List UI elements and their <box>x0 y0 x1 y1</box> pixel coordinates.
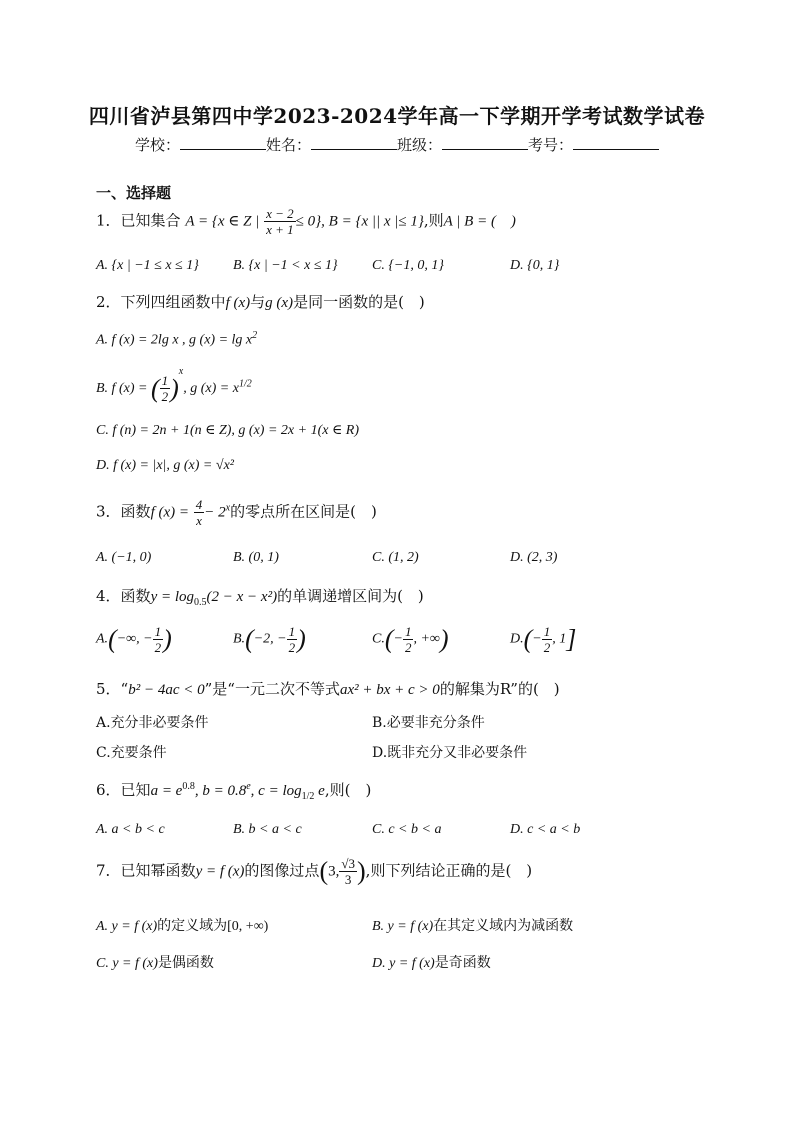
option-text: 是偶函数 <box>157 955 214 971</box>
denominator: x <box>196 513 202 528</box>
q4-option-c <box>372 624 449 655</box>
question-number: 5． <box>96 680 121 698</box>
math-expr: C. y = f (x) <box>96 956 158 971</box>
question-2 <box>96 291 425 312</box>
paren-close: ) <box>170 373 179 403</box>
math-expr: ax² + bx + c > 0 <box>339 682 440 698</box>
question-text: ,则( ) <box>324 781 372 799</box>
question-3 <box>96 497 377 528</box>
option-text: 是奇函数 <box>434 955 491 971</box>
paren-close: ) <box>357 856 366 886</box>
paren-open: ( <box>150 373 160 403</box>
fraction <box>264 206 296 237</box>
math-expr: A | B = ( ) <box>443 213 516 230</box>
option-text: −∞, − <box>116 631 153 647</box>
numerator: 4 <box>195 497 203 512</box>
subscript: 0.5 <box>194 597 207 608</box>
math-expr: f (x) <box>225 295 251 311</box>
superscript: e <box>246 781 251 792</box>
question-text: 函数 <box>120 502 151 521</box>
option-label: A. <box>96 631 109 647</box>
option-text: − <box>532 631 542 647</box>
question-text: ,则下列结论正确的是( ) <box>365 861 533 880</box>
q2-option-c: C. f (n) = 2n + 1(n ∈ Z), g (x) = 2x + 1(x ∈ R) <box>96 423 360 438</box>
fraction <box>339 856 357 887</box>
question-number: 7． <box>96 861 121 880</box>
question-7 <box>96 856 532 887</box>
denominator: x + 1 <box>266 222 294 237</box>
numerator: 1 <box>154 624 162 639</box>
question-text: 是同一函数的是( ) <box>293 293 425 311</box>
name-blank[interactable] <box>311 136 397 150</box>
option-text: , 1 <box>552 631 567 647</box>
option-text: 在其定义域内为减函数 <box>433 918 574 934</box>
q3-option-d: D. (2, 3) <box>510 550 558 565</box>
question-number: 2． <box>96 293 121 311</box>
question-number: 1． <box>96 211 121 230</box>
superscript: 2 <box>252 330 258 341</box>
class-label: 班级： <box>397 136 443 154</box>
question-5 <box>96 678 560 699</box>
question-4 <box>96 585 424 608</box>
q5-option-b: B.必要非充分条件 <box>372 715 485 731</box>
paren-close: ] <box>566 624 577 654</box>
superscript: 0.8 <box>182 781 195 792</box>
math-expr: ≤ 0} <box>295 213 322 230</box>
question-text: ,则 <box>423 211 444 230</box>
q2-option-d: D. f (x) = |x|, g (x) = √x² <box>96 458 234 473</box>
math-expr: − 2 <box>204 504 226 521</box>
fraction <box>403 624 414 655</box>
question-text: 已知 <box>120 781 151 799</box>
superscript: x <box>225 502 231 514</box>
paren-close: ) <box>439 624 449 654</box>
denominator: 2 <box>404 640 412 655</box>
question-text: 已知幂函数 <box>120 861 196 880</box>
q3-option-b: B. (0, 1) <box>233 550 279 565</box>
math-expr: f (x) = <box>150 504 189 521</box>
math-expr: [0, +∞) <box>227 919 269 934</box>
name-label: 姓名： <box>265 136 311 154</box>
q7-option-a <box>96 915 268 935</box>
q1-option-c: C. {−1, 0, 1} <box>372 258 444 273</box>
option-text: A. f (x) = 2lg x , g (x) = lg x <box>96 332 253 348</box>
paren-open: ( <box>108 624 117 654</box>
question-number: 6． <box>96 781 121 799</box>
option-text: − <box>393 631 403 647</box>
q4-option-d <box>510 624 576 655</box>
q5-option-a: A.充分非必要条件 <box>96 715 209 731</box>
q2-option-a <box>96 330 257 349</box>
math-expr: A. y = f (x) <box>96 919 158 934</box>
superscript: x <box>178 366 184 377</box>
question-text: ”是“一元二次不等式 <box>204 680 340 698</box>
numerator: x − 2 <box>266 206 294 221</box>
fraction <box>542 624 553 655</box>
q1-option-b: B. {x | −1 < x ≤ 1} <box>233 258 338 273</box>
math-expr: y = log <box>150 589 195 605</box>
q5-option-d: D.既非充分又非必要条件 <box>372 745 528 761</box>
paren-open: ( <box>319 856 329 886</box>
math-expr: A = {x ∈ Z | <box>185 213 260 230</box>
question-text: 的解集为R”的( ) <box>439 680 560 698</box>
question-text: 函数 <box>120 587 151 605</box>
math-expr: b² − 4ac < 0 <box>128 682 205 698</box>
school-blank[interactable] <box>180 136 266 150</box>
question-text: 的单调递增区间为( ) <box>277 587 424 605</box>
fraction <box>153 624 164 655</box>
section-heading: 一、选择题 <box>96 184 172 202</box>
q6-option-a: A. a < b < c <box>96 822 165 837</box>
paren-open: ( <box>384 624 394 654</box>
question-text: 下列四组函数中 <box>120 293 226 311</box>
option-text: −2, − <box>253 631 287 647</box>
question-text: 与 <box>250 293 266 311</box>
question-number: 4． <box>96 587 121 605</box>
paren-close: ) <box>163 624 172 654</box>
question-1 <box>96 206 516 237</box>
fraction <box>287 624 298 655</box>
math-expr: D. y = f (x) <box>372 956 435 971</box>
q7-option-d <box>372 952 491 972</box>
q6-option-d: D. c < a < b <box>510 822 581 837</box>
question-text: 的零点所在区间是( ) <box>230 502 377 521</box>
question-text: 的图像过点 <box>244 861 320 880</box>
paren-open: ( <box>245 624 254 654</box>
q4-option-b <box>233 624 306 655</box>
q1-option-d: D. {0, 1} <box>510 258 560 273</box>
math-expr: , c = log <box>250 783 302 799</box>
math-expr: 3, <box>328 863 340 880</box>
option-text: 的定义域为 <box>157 918 228 934</box>
paren-close: ) <box>297 624 306 654</box>
q4-option-a <box>96 624 172 655</box>
number-blank[interactable] <box>573 136 659 150</box>
math-expr: y = f (x) <box>195 863 245 880</box>
fraction <box>194 497 205 528</box>
q5-option-c: C.充要条件 <box>96 745 167 761</box>
question-text: 已知集合 <box>120 211 181 230</box>
option-label: B. <box>233 631 246 647</box>
math-expr: a = e <box>150 783 183 799</box>
q2-option-b <box>96 366 252 404</box>
q7-option-c <box>96 952 214 972</box>
option-text: , +∞ <box>413 631 440 647</box>
denominator: 2 <box>288 640 296 655</box>
numerator: 1 <box>161 373 169 389</box>
subscript: 1/2 <box>301 791 315 802</box>
denominator: 2 <box>161 389 169 405</box>
denominator: 2 <box>543 640 551 655</box>
class-blank[interactable] <box>442 136 528 150</box>
math-expr: B. y = f (x) <box>372 919 434 934</box>
numerator: 1 <box>543 624 551 639</box>
numerator: √3 <box>341 856 355 871</box>
numerator: 1 <box>288 624 296 639</box>
math-expr: g (x) <box>265 295 294 311</box>
page-title: 四川省泸县第四中学2023-2024学年高一下学期开学考试数学试卷 <box>88 104 706 128</box>
option-text: , g (x) = x <box>183 381 239 396</box>
student-info-line <box>0 134 794 155</box>
fraction <box>160 373 171 404</box>
q3-option-c: C. (1, 2) <box>372 550 419 565</box>
paren-open: ( <box>523 624 533 654</box>
option-label: C. <box>372 631 385 647</box>
q6-option-b: B. b < a < c <box>233 822 302 837</box>
superscript: 1/2 <box>238 378 252 390</box>
math-expr: e <box>314 783 325 799</box>
number-label: 考号： <box>528 136 574 154</box>
numerator: 1 <box>404 624 412 639</box>
option-label: D. <box>510 631 524 647</box>
question-number: 3． <box>96 502 121 521</box>
q7-option-b <box>372 915 573 935</box>
denominator: 3 <box>344 872 352 887</box>
math-expr: , B = {x || x |≤ 1} <box>321 213 424 230</box>
math-expr: , b = 0.8 <box>194 783 247 799</box>
option-text: B. f (x) = <box>96 381 148 396</box>
q3-option-a: A. (−1, 0) <box>96 550 152 565</box>
question-text: “ <box>120 680 129 698</box>
math-expr: (2 − x − x²) <box>206 589 278 605</box>
school-label: 学校： <box>134 136 180 154</box>
denominator: 2 <box>154 640 162 655</box>
q1-option-a: A. {x | −1 ≤ x ≤ 1} <box>96 258 199 273</box>
question-6 <box>96 779 371 802</box>
q6-option-c: C. c < b < a <box>372 822 442 837</box>
